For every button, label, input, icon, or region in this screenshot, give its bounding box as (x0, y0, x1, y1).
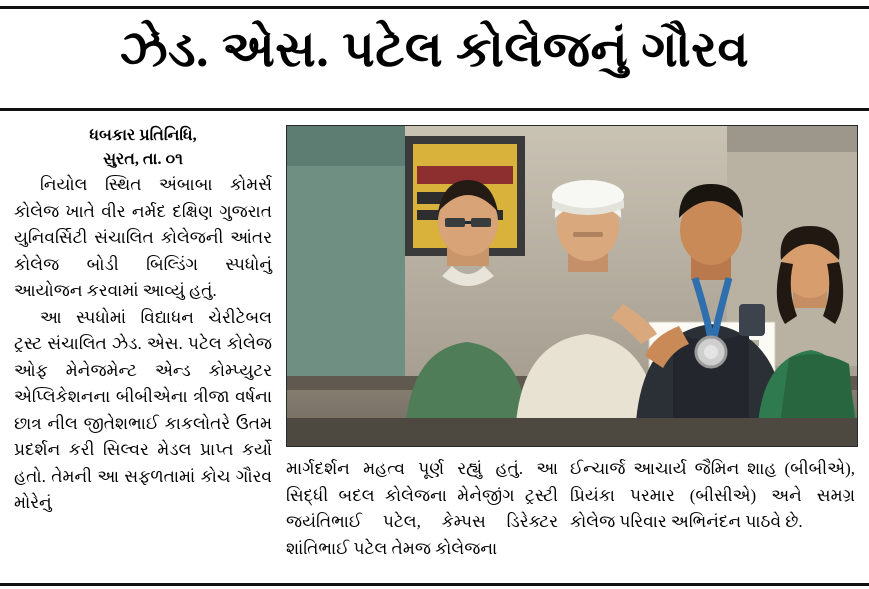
bottom-divider (0, 583, 869, 586)
paragraph: આ સ્પધોમાં વિદ્યાધન ચેરીટેબલ ટ્રસ્ટ સંચાલિત ઝેડ. એસ. પટેલ કોલેજ ઓફ મેનેજમેન્ટ એન્ડ કોમ્પ્યુટર એપ્લિકેશનના બીબીએના ત્રીજા વર્ષના છાત્ર નીલ જીતેશભાઈ કાકલોતરે ઉતમ પ્રદર્શન કરી સિલ્વર મેડલ પ્રાપ્ત કર્યો હતો. તેમની આ સફળતામાં કોચ ગૌરવ મોરેનું (14, 307, 272, 512)
award-ceremony-photo (286, 125, 858, 447)
column-right (570, 456, 855, 536)
byline-line-2: સુરત, તા. ૦૧ (103, 151, 183, 168)
top-divider (0, 6, 869, 9)
article-body-middle (286, 456, 558, 562)
byline-line-1: ધબકાર પ્રતિનિધિ, (89, 127, 197, 144)
column-middle (286, 456, 558, 562)
paragraph: નિયોલ સ્થિત અંબાબા કોમર્સ કોલેજ ખાતે વીર નર્મદ દક્ષિણ ગુજરાત યુનિવર્સિટી સંચાલિત કોલેજની આંતર કોલેજ બોડી બિલ્ડિંગ સ્પધોનું આયોજન કરવામાં આવ્યું હતું. (14, 175, 272, 300)
paragraph: ઈન્ચાર્જ આચાર્ય જૈમિન શાહ (બીબીએ), પ્રિયંકા પરમાર (બીસીએ) અને સમગ્ર કોલેજ પરિવાર અભિનંદન પાઠવે છે. (570, 459, 855, 531)
article-body-right (570, 456, 855, 536)
page-title: ઝેડ. એસ. પટેલ કોલેજનું ગૌરવ (119, 21, 750, 77)
headline-divider (0, 108, 869, 111)
column-left (14, 124, 272, 517)
paragraph: માર્ગદર્શન મહત્વ પૂર્ણ રહ્યું હતું. આ સિદ્ધી બદલ કોલેજના મેનેજીંગ ટ્રસ્ટી જયંતિભાઈ પટેલ, કેમ્પસ ડિરેક્ટર શાંતિભાઈ પટેલ તેમજ કોલેજના (286, 459, 558, 558)
byline (14, 124, 272, 172)
article-body-left (14, 172, 272, 517)
photo-illustration (287, 126, 857, 446)
